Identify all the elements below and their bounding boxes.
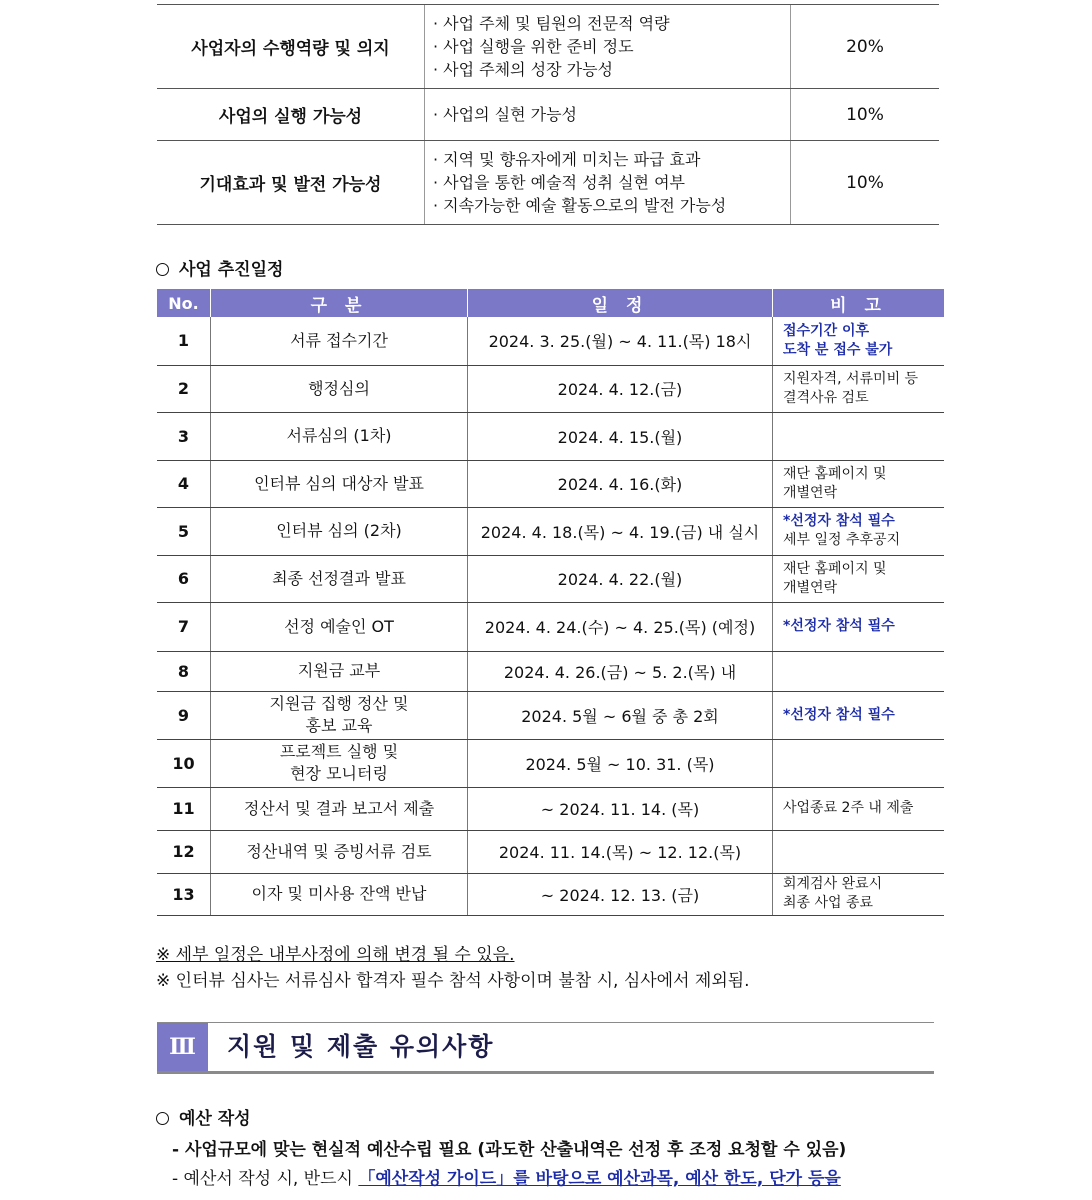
row-note	[773, 787, 945, 830]
schedule-row	[157, 739, 944, 787]
criteria-item: · 사업의 실현 가능성	[433, 105, 577, 124]
row-date: 2024. 11. 14.(목) ~ 12. 12.(목)	[468, 830, 773, 873]
row-date: 2024. 4. 18.(목) ~ 4. 19.(금) 내 실시	[468, 507, 773, 555]
schedule-row	[157, 555, 944, 602]
row-note-line: 접수기간 이후	[783, 322, 870, 339]
row-category	[211, 830, 468, 873]
row-note-line: *선정자 참석 필수	[783, 706, 895, 723]
row-number: 9	[157, 691, 211, 739]
schedule-row	[157, 873, 944, 915]
schedule-row	[157, 651, 944, 691]
criteria-weight: 10%	[791, 89, 940, 141]
row-note	[773, 830, 945, 873]
row-category	[211, 873, 468, 915]
row-category-line: 정산서 및 결과 보고서 제출	[243, 798, 435, 818]
schedule-row	[157, 787, 944, 830]
budget-item-1: - 사업규모에 맞는 현실적 예산수립 필요 (과도한 산출내역은 선정 후 조정 요청할 수 있음)	[172, 1140, 847, 1160]
row-note-line: 회계검사 완료시	[783, 876, 883, 892]
row-number: 1	[157, 317, 211, 365]
row-note	[773, 691, 945, 739]
row-date: 2024. 4. 12.(금)	[468, 365, 773, 412]
circle-bullet-icon	[156, 263, 169, 276]
row-note	[773, 412, 945, 460]
row-note	[773, 873, 945, 915]
row-date: 2024. 4. 22.(월)	[468, 555, 773, 602]
criteria-items	[425, 141, 791, 225]
row-note	[773, 507, 945, 555]
criteria-name: 사업자의 수행역량 및 의지	[157, 5, 425, 89]
budget-guide-link[interactable]: 「예산작성 가이드」를 바탕으로 예산과목, 예산 한도, 단가 등을	[358, 1169, 841, 1189]
remark-interview: ※ 인터뷰 심사는 서류심사 합격자 필수 참석 사항이며 불참 시, 심사에서 제외됨.	[156, 971, 750, 991]
row-category	[211, 365, 468, 412]
row-note	[773, 365, 945, 412]
row-category-line: 인터뷰 심의 (2차)	[276, 521, 402, 540]
schedule-row	[157, 602, 944, 651]
row-note	[773, 460, 945, 507]
schedule-table	[157, 289, 944, 916]
row-category	[211, 739, 468, 787]
row-category-line: 지원금 집행 정산 및	[269, 694, 409, 713]
row-number: 5	[157, 507, 211, 555]
criteria-row	[157, 89, 939, 141]
criteria-row	[157, 141, 939, 225]
row-category	[211, 507, 468, 555]
row-category-line: 정산내역 및 증빙서류 검토	[246, 841, 432, 861]
row-note	[773, 602, 945, 651]
row-number: 11	[157, 787, 211, 830]
row-category	[211, 651, 468, 691]
row-category-line: 현장 모니터링	[290, 764, 388, 783]
row-date: 2024. 4. 24.(수) ~ 4. 25.(목) (예정)	[468, 602, 773, 651]
schedule-row	[157, 365, 944, 412]
criteria-item: · 사업을 통한 예술적 성취 실현 여부	[433, 173, 685, 192]
row-note-line: 개별연락	[783, 579, 838, 596]
row-category-line: 지원금 교부	[297, 661, 381, 680]
section-title: 지원 및 제출 유의사항	[227, 1032, 495, 1061]
schedule-row	[157, 412, 944, 460]
row-number: 10	[157, 739, 211, 787]
section-number-badge: Ⅲ	[157, 1023, 208, 1071]
schedule-heading-label: 사업 추진일정	[179, 260, 284, 280]
row-note-line: 도착 분 접수 불가	[783, 341, 893, 358]
row-number: 6	[157, 555, 211, 602]
row-category-line: 이자 및 미사용 잔액 반납	[251, 884, 427, 903]
row-category	[211, 787, 468, 830]
row-note	[773, 739, 945, 787]
row-note-line: 최종 사업 종료	[783, 895, 874, 911]
header-no: No.	[157, 289, 211, 317]
row-category-line: 최종 선정결과 발표	[272, 568, 406, 588]
budget-item-2	[172, 1164, 841, 1189]
row-date: 2024. 4. 16.(화)	[468, 460, 773, 507]
row-number: 12	[157, 830, 211, 873]
row-number: 8	[157, 651, 211, 691]
row-note-line: 결격사유 검토	[783, 389, 869, 406]
criteria-name: 사업의 실행 가능성	[157, 89, 425, 141]
row-date: 2024. 5월 ~ 10. 31. (목)	[468, 739, 773, 787]
row-number: 7	[157, 602, 211, 651]
criteria-row	[157, 5, 939, 89]
schedule-row	[157, 691, 944, 739]
section-3-header	[157, 1022, 934, 1074]
row-category-line: 인터뷰 심의 대상자 발표	[254, 473, 424, 493]
row-number: 2	[157, 365, 211, 412]
row-date: 2024. 5월 ~ 6월 중 총 2회	[468, 691, 773, 739]
row-date: 2024. 4. 15.(월)	[468, 412, 773, 460]
criteria-name: 기대효과 및 발전 가능성	[157, 141, 425, 225]
header-category: 구 분	[211, 289, 468, 317]
row-date: ~ 2024. 11. 14. (목)	[468, 787, 773, 830]
header-date: 일 정	[468, 289, 773, 317]
criteria-item: · 사업 실행을 위한 준비 정도	[433, 37, 634, 56]
row-number: 13	[157, 873, 211, 915]
criteria-weight: 10%	[791, 141, 940, 225]
criteria-items	[425, 5, 791, 89]
schedule-row	[157, 317, 944, 365]
row-category-line: 서류심의 (1차)	[286, 426, 392, 445]
row-category	[211, 691, 468, 739]
row-note-line: *선정자 참석 필수	[783, 618, 895, 634]
budget-item-2-prefix: - 예산서 작성 시, 반드시	[172, 1169, 359, 1189]
criteria-item: · 지속가능한 예술 활동으로의 발전 가능성	[433, 196, 727, 215]
budget-heading-label: 예산 작성	[179, 1109, 251, 1129]
row-category-line: 행정심의	[308, 378, 370, 398]
row-date: ~ 2024. 12. 13. (금)	[468, 873, 773, 915]
row-category	[211, 602, 468, 651]
row-category	[211, 412, 468, 460]
row-number: 3	[157, 412, 211, 460]
schedule-heading	[156, 255, 283, 280]
row-note-line: 재단 홈페이지 및	[783, 560, 887, 577]
remark-schedule-change: ※ 세부 일정은 내부사정에 의해 변경 될 수 있음.	[156, 945, 515, 965]
circle-bullet-icon	[156, 1112, 169, 1125]
row-date: 2024. 4. 26.(금) ~ 5. 2.(목) 내	[468, 651, 773, 691]
criteria-item: · 사업 주체의 성장 가능성	[433, 60, 613, 79]
row-category	[211, 317, 468, 365]
row-note-line: 재단 홈페이지 및	[783, 465, 887, 482]
schedule-row	[157, 507, 944, 555]
criteria-item: · 지역 및 향유자에게 미치는 파급 효과	[433, 150, 701, 169]
schedule-header-row	[157, 289, 944, 317]
row-number: 4	[157, 460, 211, 507]
row-category-line: 선정 예술인 OT	[284, 616, 394, 636]
schedule-row	[157, 460, 944, 507]
row-date: 2024. 3. 25.(월) ~ 4. 11.(목) 18시	[468, 317, 773, 365]
row-category-line: 프로젝트 실행 및	[279, 742, 399, 761]
header-note: 비 고	[773, 289, 945, 317]
criteria-item: · 사업 주체 및 팀원의 전문적 역량	[433, 14, 670, 33]
row-category	[211, 460, 468, 507]
row-note	[773, 555, 945, 602]
criteria-items	[425, 89, 791, 141]
row-note-line: 지원자격, 서류미비 등	[783, 370, 919, 387]
row-note	[773, 651, 945, 691]
row-note-line: 개별연락	[783, 484, 838, 501]
row-category-line: 서류 접수기간	[290, 330, 388, 350]
criteria-weight: 20%	[791, 5, 940, 89]
row-note-line: *선정자 참석 필수	[783, 513, 895, 529]
budget-heading	[156, 1104, 251, 1129]
row-note-line: 사업종료 2주 내 제출	[783, 800, 914, 816]
row-note	[773, 317, 945, 365]
evaluation-criteria-table	[157, 4, 939, 225]
row-category-line: 홍보 교육	[305, 716, 373, 735]
row-category	[211, 555, 468, 602]
row-note-line: 세부 일정 추후공지	[783, 532, 901, 548]
schedule-row	[157, 830, 944, 873]
